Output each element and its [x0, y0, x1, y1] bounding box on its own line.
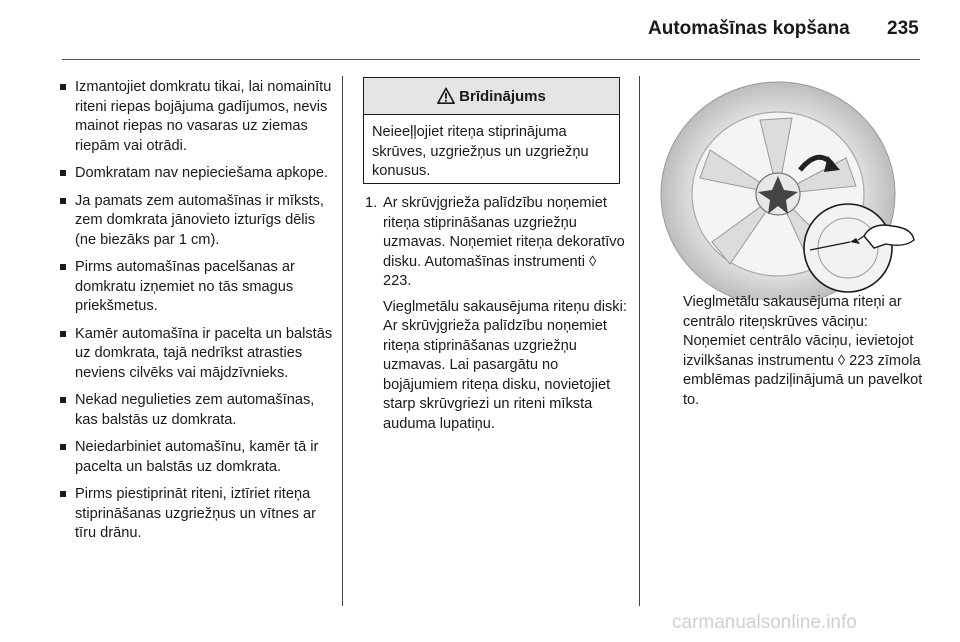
warning-text: Neieeļļojiet riteņa stiprinājuma skrūves, uzgriežņus un uzgriežņu konusus.	[372, 124, 589, 179]
list-item: Kamēr automašīna ir pacelta un balstās uz domkrata, tajā nedrīkst atrasties neviens cilvēks vai mājdzīvnieks.	[58, 325, 340, 384]
bullet-square-icon	[60, 84, 66, 90]
section-title: Automašīnas kopšana	[648, 18, 850, 39]
bullet-square-icon	[60, 331, 66, 337]
step-text: Ar skrūvjgrieža palīdzību noņemiet riteņa stiprināšanas uzgriežņu uzmavas. Noņemiet riteņa dekoratīvo disku. Automašīnas instrumenti ◊ 223.	[383, 195, 625, 289]
header-divider	[62, 59, 920, 60]
illustration-caption	[683, 293, 928, 410]
bullet-square-icon	[60, 491, 66, 497]
watermark: carmanualsonline.info	[672, 612, 857, 633]
warning-triangle-icon	[437, 87, 455, 105]
bullet-square-icon	[60, 264, 66, 270]
step-number: 1.	[365, 195, 378, 211]
list-item: Neiedarbiniet automašīnu, kamēr tā ir pacelta un balstās uz domkrata.	[58, 438, 340, 477]
step-note: Vieglmetālu sakausējuma riteņu diski: Ar skrūvjgrieža palīdzību noņemiet riteņa stiprināšanas uzgriežņu uzmavas. Lai pasargātu no bojājumiem riteņa disku, novietojiet starp skrūvgriezi un riteni mīksta auduma lupatiņu.	[383, 298, 627, 432]
list-item: Domkratam nav nepieciešama apkope.	[58, 164, 340, 184]
bullet-square-icon	[60, 397, 66, 403]
list-item: Ja pamats zem automašīnas ir mīksts, zem domkrata jānovieto izturīgs dēlis (ne biezāks par 1 cm).	[58, 192, 340, 251]
warning-header	[364, 78, 619, 115]
procedure-steps	[365, 194, 627, 434]
bullet-square-icon	[60, 444, 66, 450]
step-item	[365, 194, 627, 434]
safety-bullet-list	[58, 78, 340, 552]
column-divider-left	[342, 76, 343, 606]
page-header	[0, 0, 960, 56]
alloy-wheel-hubcap-removal-illustration	[660, 78, 922, 300]
page-number: 235	[887, 18, 919, 39]
caption-text: Vieglmetālu sakausējuma riteņi ar centrālo riteņskrūves vāciņu: Noņemiet centrālo vāciņu, ievietojot izvilkšanas instrumentu ◊ 223 zīmola emblēmas padziļinājumā un pavelkot to.	[683, 294, 923, 408]
column-divider-right	[639, 76, 640, 606]
list-item: Pirms piestiprināt riteni, iztīriet riteņa stiprināšanas uzgriežņus un vītnes ar tīru drānu.	[58, 485, 340, 544]
warning-title: Brīdinājums	[459, 87, 546, 105]
list-item: Nekad negulieties zem automašīnas, kas balstās uz domkrata.	[58, 391, 340, 430]
warning-box	[363, 77, 620, 184]
bullet-square-icon	[60, 170, 66, 176]
bullet-square-icon	[60, 198, 66, 204]
list-item: Izmantojiet domkratu tikai, lai nomainītu riteni riepas bojājuma gadījumos, nevis mainot riepas no vasaras uz ziemas riepām vai otrādi.	[58, 78, 340, 156]
list-item: Pirms automašīnas pacelšanas ar domkratu izņemiet no tās smagus priekšmetus.	[58, 258, 340, 317]
